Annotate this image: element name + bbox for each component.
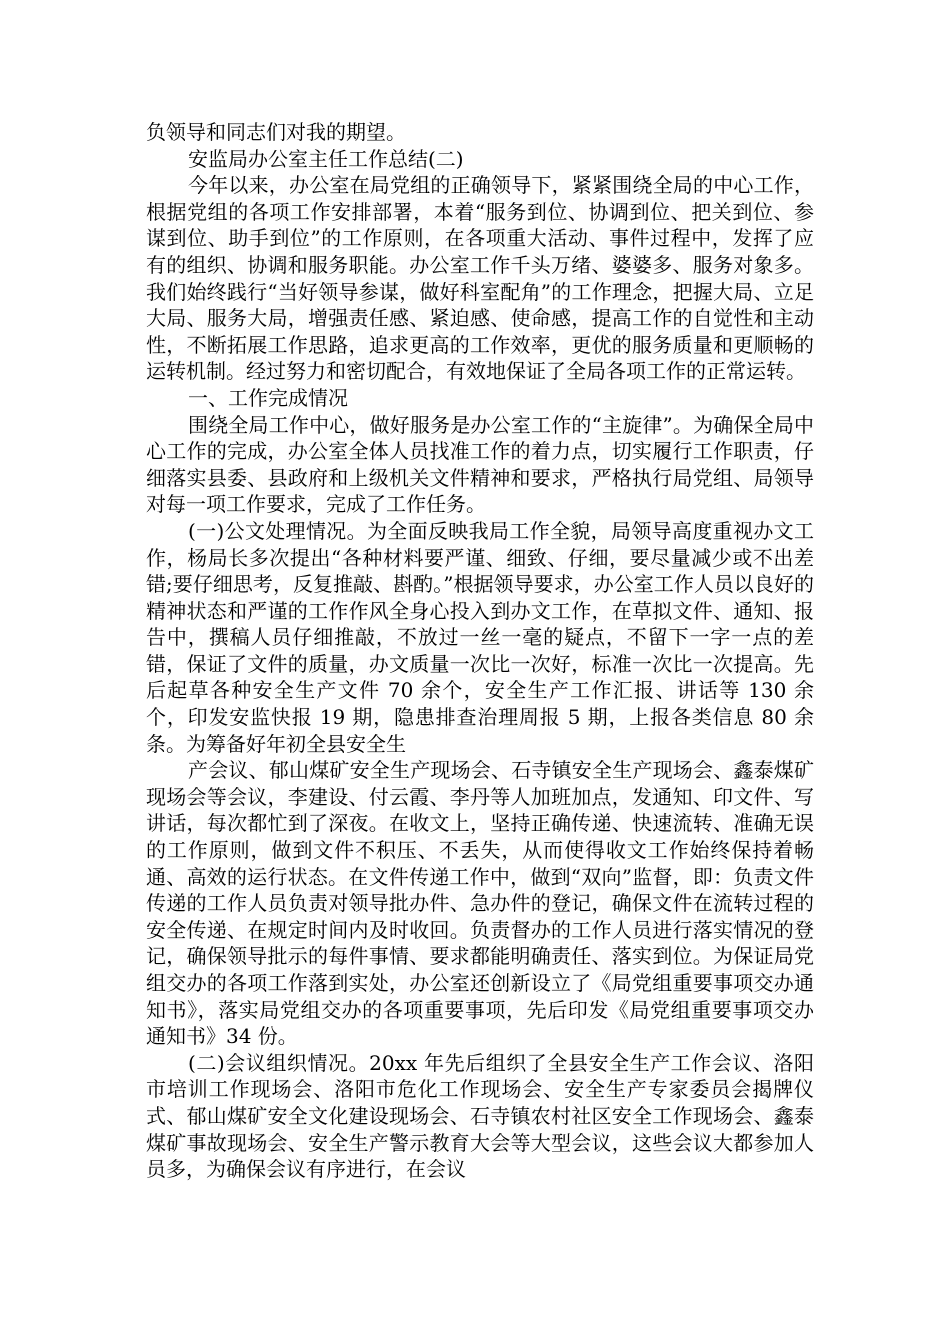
heading-work-completion: 一、工作完成情况 (188, 385, 348, 410)
paragraph-meeting-organization: (二)会议组织情况。20xx 年先后组织了全县安全生产工作会议、洛阳市培训工作现场会、洛阳市危化工作现场会、安全生产专家委员会揭牌仪式、郁山煤矿安全文化建设现场会、石寺镇农村社区安全工作现场会、鑫泰煤矿事故现场会、安全生产警示教育大会等大型会议，这些会议大都参加人员多，为确保会议有序进行，在会议 (146, 1050, 814, 1182)
section-title: 安监局办公室主任工作总结(二) (188, 146, 464, 171)
paragraph-main-melody: 围绕全局工作中心，做好服务是办公室工作的“主旋律”。为确保全局中心工作的完成，办公室全体人员找准工作的着力点，切实履行工作职责，仔细落实县委、县政府和上级机关文件精神和要求，严格执行局党组、局领导对每一项工作要求，完成了工作任务。 (146, 412, 814, 517)
paragraph-continuation: 负领导和同志们对我的期望。 (146, 120, 406, 144)
document-body (146, 119, 814, 1183)
paragraph-intro: 今年以来，办公室在局党组的正确领导下，紧紧围绕全局的中心工作，根据党组的各项工作安排部署，本着“服务到位、协调到位、把关到位、参谋到位、助手到位”的工作原则，在各项重大活动、事件过程中，发挥了应有的组织、协调和服务职能。办公室工作千头万绪、婆婆多、服务对象多。我们始终践行“当好领导参谋，做好科室配角”的工作理念，把握大局、立足大局、服务大局，增强责任感、紧迫感、使命感，提高工作的自觉性和主动性，不断拓展工作思路，追求更高的工作效率，更优的服务质量和更顺畅的运转机制。经过努力和密切配合，有效地保证了全局各项工作的正常运转。 (146, 173, 814, 384)
paragraph-document-handling-cont: 产会议、郁山煤矿安全生产现场会、石寺镇安全生产现场会、鑫泰煤矿现场会等会议，李建设、付云霞、李丹等人加班加点，发通知、印文件、写讲话，每次都忙到了深夜。在收文上，坚持正确传递、快速流转、准确无误的工作原则，做到文件不积压、不丢失，从而使得收文工作始终保持着畅通、高效的运行状态。在文件传递工作中，做到“双向”监督，即：负责文件传递的工作人员负责对领导批办件、急办件的登记，确保文件在流转过程的安全传递、在规定时间内及时收回。负责督办的工作人员进行落实情况的登记，确保领导批示的每件事情、要求都能明确责任、落实到位。为保证局党组交办的各项工作落到实处，办公室还创新设立了《局党组重要事项交办通知书》，落实局党组交办的各项重要事项，先后印发《局党组重要事项交办通知书》34 份。 (146, 758, 814, 1049)
paragraph-document-handling: (一)公文处理情况。为全面反映我局工作全貌，局领导高度重视办文工作，杨局长多次提出“各种材料要严谨、细致、仔细，要尽量减少或不出差错;要仔细思考，反复推敲、斟酌。”根据领导要求，办公室工作人员以良好的精神状态和严谨的工作作风全身心投入到办文工作，在草拟文件、通知、报告中，撰稿人员仔细推敲，不放过一丝一毫的疑点，不留下一字一点的差错，保证了文件的质量，办文质量一次比一次好，标准一次比一次提高。先后起草各种安全生产文件 70 余个，安全生产工作汇报、讲话等 130 余个，印发安监快报 19 期，隐患排查治理周报 5 期，上报各类信息 80 余条。为筹备好年初全县安全生 (146, 518, 814, 756)
